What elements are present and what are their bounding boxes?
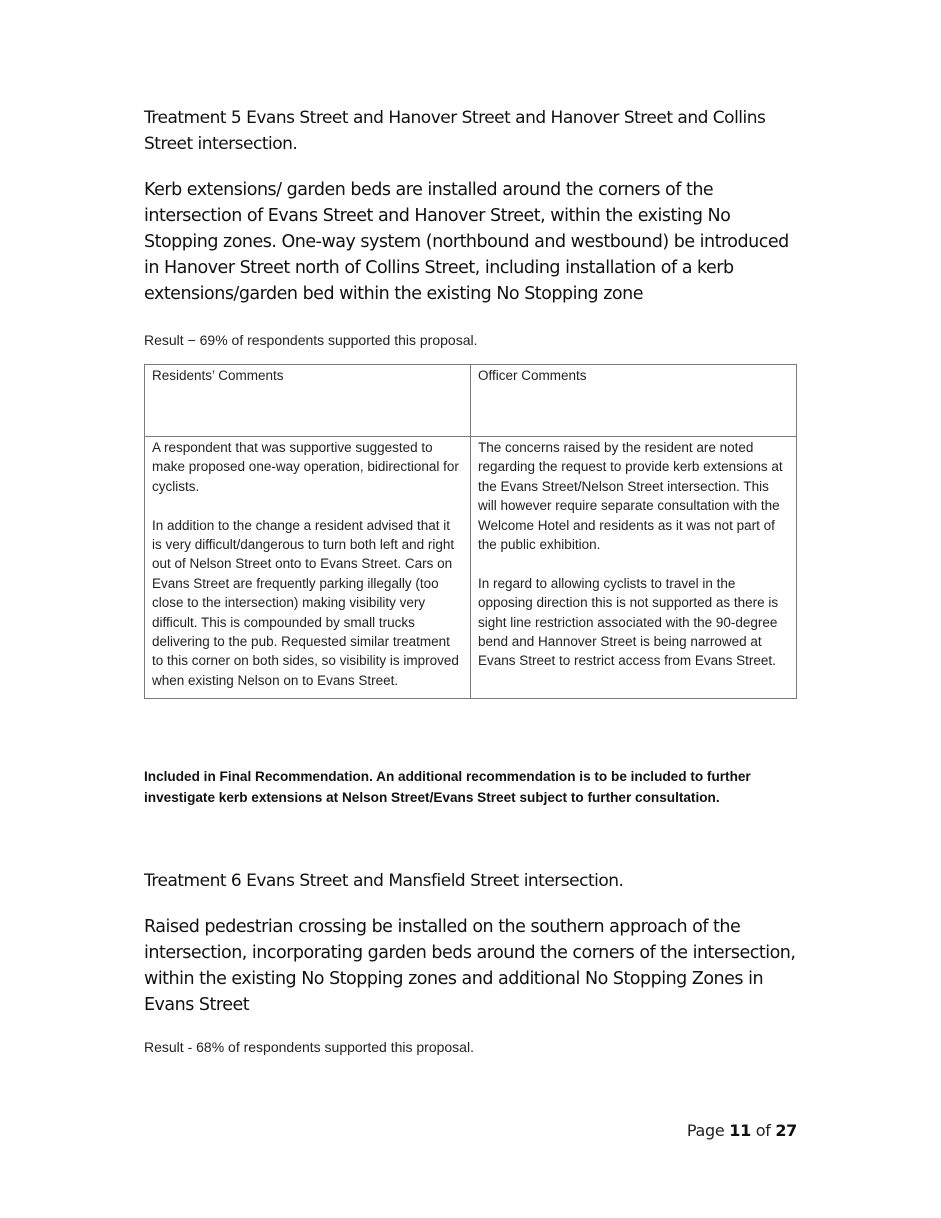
treatment-6-result: Result - 68% of respondents supported this proposal. [144, 1039, 474, 1055]
treatment-6-title: Treatment 6 Evans Street and Mansfield Street intersection. [144, 871, 624, 891]
page-footer [687, 1120, 797, 1142]
final-recommendation: Included in Final Recommendation. An additional recommendation is to be included to further investigate kerb extensions at Nelson Street/Evans Street subject to further consultation. [144, 769, 751, 805]
treatment-5-result: Result − 69% of respondents supported this proposal. [144, 332, 478, 348]
comments-table-row [145, 437, 797, 699]
residents-comment-paragraph: A respondent that was supportive suggested to make proposed one-way operation, bidirectional for cyclists. [152, 440, 459, 494]
treatment-6-description: Raised pedestrian crossing be installed on the southern approach of the intersection, incorporating garden beds around the corners of the intersection, within the existing No Stopping zones and additional No Stopping Zones in Evans Street [144, 917, 796, 1015]
residents-comments-cell [145, 437, 471, 699]
total-pages: 27 [775, 1121, 797, 1140]
officer-comment-paragraph: In regard to allowing cyclists to travel in the opposing direction this is not supported as there is sight line restriction associated with the 90-degree bend and Hannover Street is being narrowed at Evans Street to restrict access from Evans Street. [478, 575, 779, 669]
comments-table-header-row [145, 365, 797, 437]
treatment-5-description: Kerb extensions/ garden beds are installed around the corners of the intersection of Evans Street and Hanover Street, within the existing No Stopping zones. One-way system (northbound and westbound) be introduced in Hanover Street north of Collins Street, including installation of a kerb extensions/garden bed within the existing No Stopping zone [144, 180, 789, 304]
page-number: 11 [729, 1121, 751, 1140]
officer-comment-paragraph: The concerns raised by the resident are noted regarding the request to provide kerb extensions at the Evans Street/Nelson Street intersection. This will however require separate consultation with the Welcome Hotel and residents as it was not part of the public exhibition. [478, 440, 783, 553]
treatment-5-title: Treatment 5 Evans Street and Hanover Street and Hanover Street and Collins Street intersection. [144, 108, 766, 154]
officer-comments-cell [471, 437, 797, 699]
officer-comments-header: Officer Comments [471, 365, 797, 437]
comments-table [144, 364, 797, 699]
of-word: of [755, 1121, 771, 1140]
page-word: Page [686, 1121, 725, 1140]
residents-comment-paragraph: In addition to the change a resident advised that it is very difficult/dangerous to turn both left and right out of Nelson Street onto to Evans Street. Cars on Evans Street are frequently parking illegally (too close to the intersection) making visibility very difficult. This is compounded by small trucks delivering to the pub. Requested similar treatment to this corner on both sides, so visibility is improved when existing Nelson on to Evans Street. [152, 517, 459, 688]
residents-comments-header: Residents’ Comments [145, 365, 471, 437]
